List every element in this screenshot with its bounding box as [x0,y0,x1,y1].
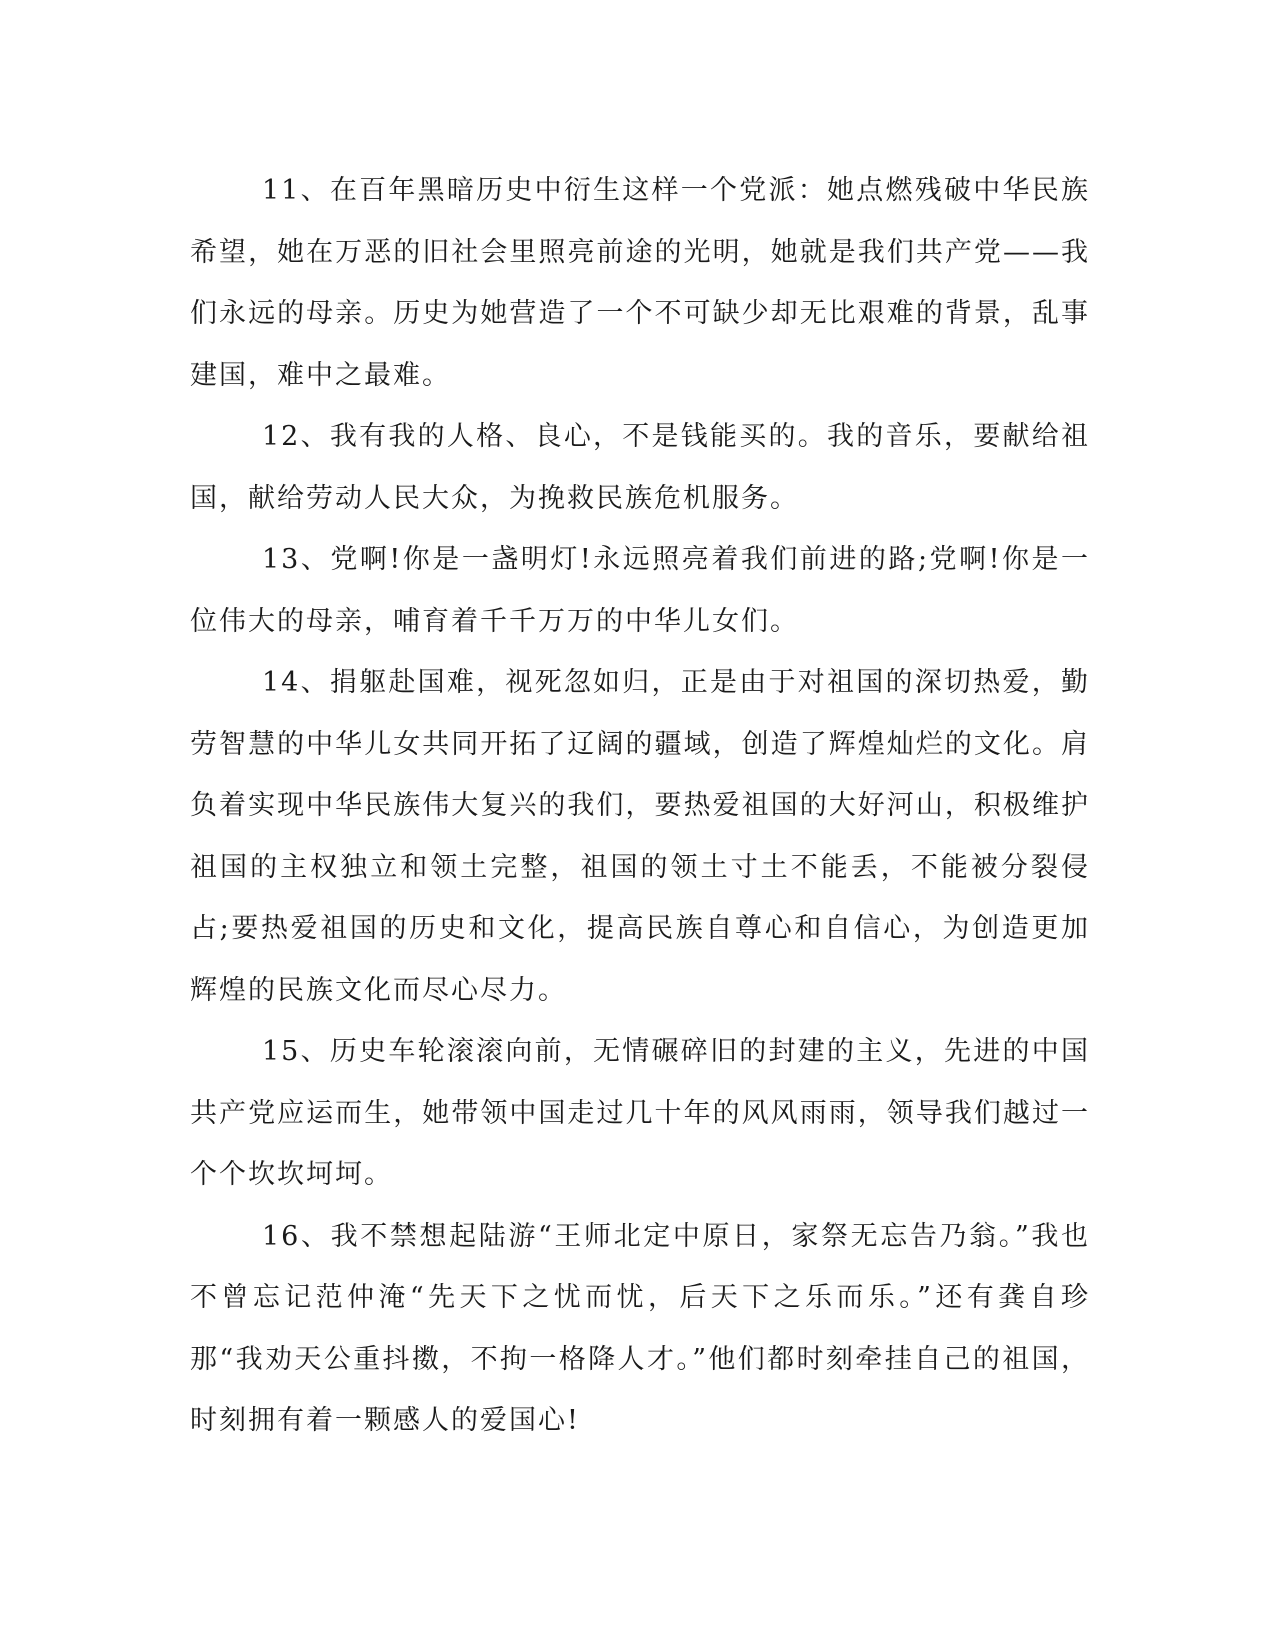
paragraph-11: 11、在百年黑暗历史中衍生这样一个党派：她点燃残破中华民族希望，她在万恶的旧社会里照亮前途的光明，她就是我们共产党——我们永远的母亲。历史为她营造了一个不可缺少却无比艰难的背景，乱事建国，难中之最难。 [190,175,1090,391]
paragraph-15: 15、历史车轮滚滚向前，无情碾碎旧的封建的主义，先进的中国共产党应运而生，她带领中国走过几十年的风风雨雨，领导我们越过一个个坎坎坷坷。 [190,1036,1090,1190]
paragraph-16: 16、我不禁想起陆游“王师北定中原日，家祭无忘告乃翁。”我也不曾忘记范仲淹“先天下之忧而忧，后天下之乐而乐。”还有龚自珍那“我劝天公重抖擞，不拘一格降人才。”他们都时刻牵挂自己的祖国，时刻拥有着一颗感人的爱国心! [190,1220,1090,1436]
paragraph-14: 14、捐躯赴国难，视死忽如归，正是由于对祖国的深切热爱，勤劳智慧的中华儿女共同开拓了辽阔的疆域，创造了辉煌灿烂的文化。肩负着实现中华民族伟大复兴的我们，要热爱祖国的大好河山，积极维护祖国的主权独立和领土完整，祖国的领土寸土不能丢，不能被分裂侵占;要热爱祖国的历史和文化，提高民族自尊心和自信心，为创造更加辉煌的民族文化而尽心尽力。 [190,667,1090,1006]
paragraph-13: 13、党啊!你是一盏明灯!永远照亮着我们前进的路;党啊!你是一位伟大的母亲，哺育着千千万万的中华儿女们。 [190,544,1090,637]
paragraph-12: 12、我有我的人格、良心，不是钱能买的。我的音乐，要献给祖国，献给劳动人民大众，为挽救民族危机服务。 [190,421,1090,514]
document-body [190,160,1090,1452]
